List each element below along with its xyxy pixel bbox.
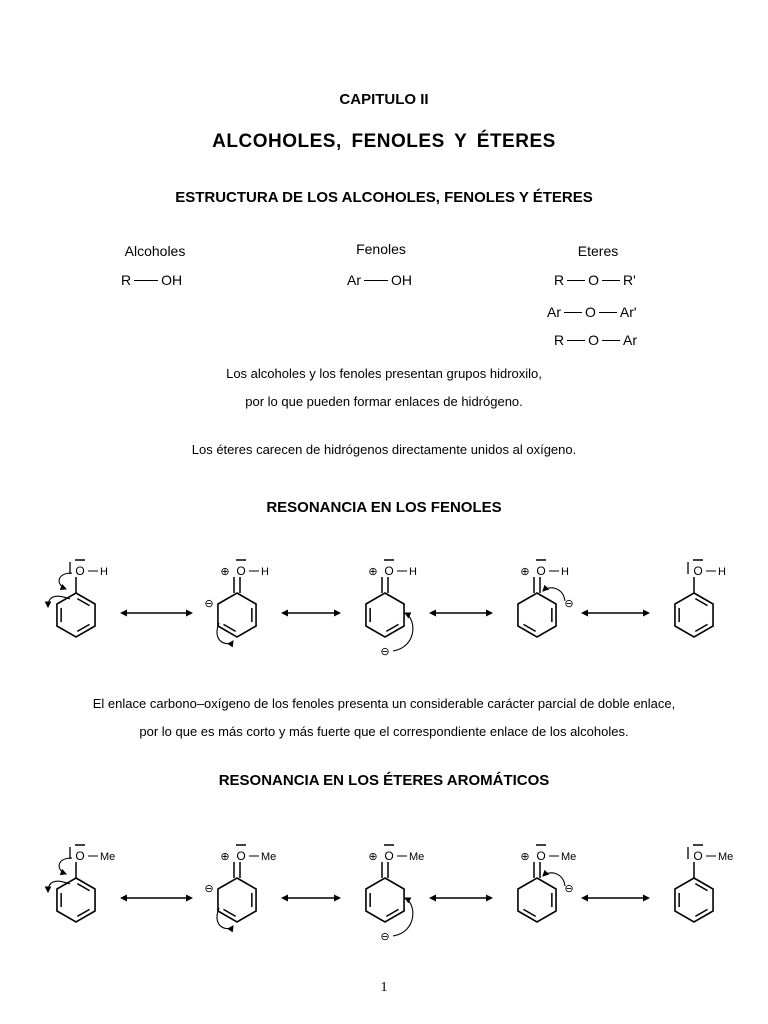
resonance-arrowhead	[486, 895, 493, 902]
paragraph-bond	[0, 690, 768, 746]
phenol-formula	[347, 272, 412, 288]
chapter-label: CAPITULO II	[339, 91, 429, 108]
resonance-arrowhead	[581, 610, 588, 617]
phenol-oh: OH	[391, 272, 412, 288]
positive-charge: ⊕	[368, 566, 378, 578]
ether-right: R'	[623, 272, 636, 288]
ether-oxygen: O	[585, 304, 596, 320]
substituent-label: Me	[718, 851, 734, 863]
ether-right: Ar'	[619, 304, 637, 320]
paragraph-line: por lo que pueden formar enlaces de hidrógeno.	[245, 394, 523, 409]
substituent-label: H	[100, 566, 108, 578]
benzene-ring	[366, 593, 404, 637]
negative-charge: ⊖	[380, 646, 390, 658]
electron-arrow	[393, 898, 413, 936]
paragraph-ethers	[0, 436, 768, 464]
oxygen-atom: O	[536, 564, 546, 578]
oxygen-atom: O	[75, 849, 85, 863]
single-bond	[134, 280, 158, 281]
ether-resonance-diagram	[0, 840, 768, 950]
paragraph-line: por lo que es más corto y más fuerte que el correspondiente enlace de los alcoholes.	[139, 724, 629, 739]
oxygen-atom: O	[693, 564, 703, 578]
ether-right: Ar	[623, 332, 638, 348]
resonance-arrowhead	[120, 895, 127, 902]
electron-arrow	[59, 573, 72, 589]
resonance-arrowhead	[186, 610, 193, 617]
single-bond	[567, 280, 585, 281]
oxygen-atom: O	[384, 849, 394, 863]
benzene-ring	[675, 593, 713, 637]
substituent-label: Me	[561, 851, 577, 863]
single-bond	[364, 280, 388, 281]
electron-arrow	[48, 881, 70, 892]
resonance-arrowhead	[281, 610, 288, 617]
negative-charge: ⊖	[564, 883, 574, 895]
resonance-arrowhead	[429, 895, 436, 902]
substituent-label: H	[718, 566, 726, 578]
ethers-label: Eteres	[577, 243, 619, 259]
substituent-label: Me	[261, 851, 277, 863]
single-bond	[564, 312, 582, 313]
oxygen-atom: O	[384, 564, 394, 578]
positive-charge: ⊕	[220, 851, 230, 863]
ether-left: R	[554, 272, 565, 288]
resonance-arrowhead	[429, 610, 436, 617]
single-bond	[602, 280, 620, 281]
paragraph-line: Los éteres carecen de hidrógenos directamente unidos al oxígeno.	[191, 442, 577, 457]
resonance-arrowhead	[643, 610, 650, 617]
alcohol-r: R	[121, 272, 132, 288]
ether-left: R	[554, 332, 565, 348]
benzene-ring	[218, 878, 256, 922]
phenol-ar: Ar	[347, 272, 361, 288]
phenol-resonance-diagram	[0, 555, 768, 665]
benzene-ring	[518, 878, 556, 922]
benzene-ring	[366, 878, 404, 922]
single-bond	[602, 340, 620, 341]
positive-charge: ⊕	[520, 851, 530, 863]
benzene-ring	[518, 593, 556, 637]
alcohol-oh: OH	[161, 272, 183, 288]
ether-oxygen: O	[588, 332, 600, 348]
oxygen-atom: O	[536, 849, 546, 863]
positive-charge: ⊕	[220, 566, 230, 578]
substituent-label: H	[261, 566, 269, 578]
resonance-arrowhead	[486, 610, 493, 617]
resonance-arrowhead	[120, 610, 127, 617]
ether-oxygen: O	[588, 272, 600, 288]
phenol-resonance-heading: RESONANCIA EN LOS FENOLES	[266, 499, 502, 516]
benzene-ring	[218, 593, 256, 637]
electron-arrow	[393, 613, 413, 651]
paragraph-line: Los alcoholes y los fenoles presentan grupos hidroxilo,	[226, 366, 542, 381]
resonance-arrowhead	[581, 895, 588, 902]
negative-charge: ⊖	[380, 931, 390, 943]
single-bond	[599, 312, 617, 313]
ether-left: Ar	[547, 304, 561, 320]
benzene-ring	[57, 878, 95, 922]
resonance-arrowhead	[281, 895, 288, 902]
substituent-label: Me	[100, 851, 116, 863]
resonance-arrowhead	[334, 610, 341, 617]
benzene-ring	[675, 878, 713, 922]
substituent-label: H	[409, 566, 417, 578]
substituent-label: H	[561, 566, 569, 578]
oxygen-atom: O	[236, 564, 246, 578]
ether-formula-1	[554, 272, 636, 288]
electron-arrow	[59, 858, 72, 874]
oxygen-atom: O	[75, 564, 85, 578]
positive-charge: ⊕	[368, 851, 378, 863]
structure-heading: ESTRUCTURA DE LOS ALCOHOLES, FENOLES Y ÉTERES	[175, 189, 593, 206]
benzene-ring	[57, 593, 95, 637]
resonance-arrowhead	[186, 895, 193, 902]
electron-arrow	[48, 596, 70, 607]
page-title: ALCOHOLES, FENOLES Y ÉTERES	[212, 131, 556, 152]
page-number: 1	[380, 980, 388, 995]
ether-formula-2	[547, 304, 637, 320]
ether-formula-3	[554, 332, 637, 348]
resonance-arrowhead	[334, 895, 341, 902]
positive-charge: ⊕	[520, 566, 530, 578]
negative-charge: ⊖	[204, 883, 214, 895]
paragraph-hydroxyl	[0, 360, 768, 416]
oxygen-atom: O	[236, 849, 246, 863]
paragraph-line: El enlace carbono–oxígeno de los fenoles presenta un considerable carácter parcial de doble enlace,	[92, 696, 676, 711]
alcohol-formula	[121, 272, 182, 288]
negative-charge: ⊖	[564, 598, 574, 610]
phenols-label: Fenoles	[356, 241, 406, 257]
resonance-arrowhead	[643, 895, 650, 902]
oxygen-atom: O	[693, 849, 703, 863]
negative-charge: ⊖	[204, 598, 214, 610]
alcohols-label: Alcoholes	[124, 243, 186, 259]
single-bond	[567, 340, 585, 341]
ether-resonance-heading: RESONANCIA EN LOS ÉTERES AROMÁTICOS	[218, 772, 550, 789]
substituent-label: Me	[409, 851, 425, 863]
